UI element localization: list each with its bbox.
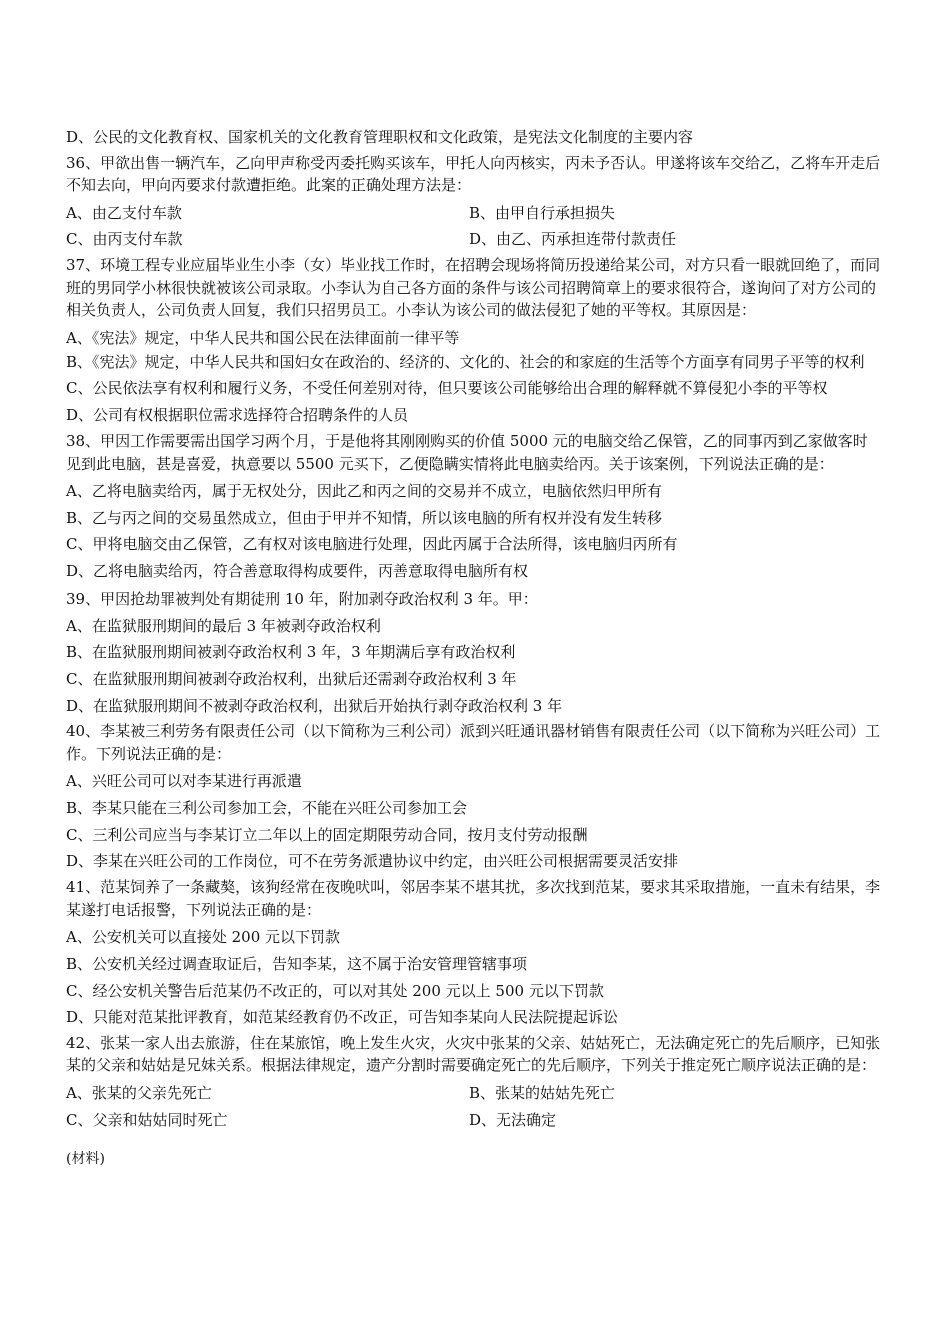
option-b: B、由甲自行承担损失	[469, 203, 616, 222]
question-40	[66, 720, 882, 875]
option-b: B、《宪法》规定，中华人民共和国妇女在政治的、经济的、文化的、社会的和家庭的生活等个方面享有同男子平等的权利	[66, 353, 865, 372]
question-stem: 36、甲欲出售一辆汽车，乙向甲声称受丙委托购买该车，甲托人向丙核实，丙未予否认。甲遂将该车交给乙，乙将车开走后不知去向，甲向丙要求付款遭拒绝。此案的正确处理方法是：	[66, 153, 881, 195]
option-c: C、公民依法享有权利和履行义务，不受任何差别对待，但只要该公司能够给出合理的解释就不算侵犯小李的平等权	[66, 378, 828, 397]
question-stem: 39、甲因抢劫罪被判处有期徒刑 10 年，附加剥夺政治权利 3 年。甲：	[66, 589, 538, 608]
intro-option-d: D、公民的文化教育权、国家机关的文化教育管理职权和文化政策，是宪法文化制度的主要内容	[66, 128, 694, 146]
option-d: D、只能对范某批评教育，如范某经教育仍不改正，可告知李某向人民法院提起诉讼	[66, 1008, 619, 1027]
material-note: (材料)	[66, 1151, 105, 1168]
option-c: C、在监狱服刑期间被剥夺政治权利，出狱后还需剥夺政治权利 3 年	[66, 669, 517, 688]
question-39	[66, 586, 882, 720]
question-stem: 38、甲因工作需要需出国学习两个月，于是他将其刚刚购买的价值 5000 元的电脑交给乙保管，乙的同事丙到乙家做客时见到此电脑，甚是喜爱，执意要以 5500 元买下，乙便隐瞒实情将此电脑卖给丙。关于该案例，下列说法正确的是：	[66, 432, 868, 473]
option-d: D、在监狱服刑期间不被剥夺政治权利，出狱后开始执行剥夺政治权利 3 年	[66, 696, 563, 715]
question-41	[66, 876, 882, 1031]
option-b: B、张某的姑姑先死亡	[469, 1083, 616, 1102]
question-stem: 37、环境工程专业应届毕业生小李（女）毕业找工作时，在招聘会现场将简历投递给某公司，对方只看一眼就回绝了，而同班的男同学小林很快就被该公司录取。小李认为自己各方面的条件与该公司招聘简章上的要求很符合，遂询问了对方公司的相关负责人，公司负责人回复，我们只招男员工。小李认为该公司的做法侵犯了她的平等权。其原因是：	[66, 256, 881, 320]
question-38	[66, 430, 882, 585]
option-c: C、由丙支付车款	[66, 230, 183, 249]
option-d: D、公司有权根据职位需求选择符合招聘条件的人员	[66, 406, 409, 425]
question-stem: 42、张某一家人出去旅游，住在某旅馆，晚上发生火灾，火灾中张某的父亲、姑姑死亡，无法确定死亡的先后顺序，已知张某的父亲和姑姑是兄妹关系。根据法律规定，遗产分割时需要确定死亡的先后顺序，下列关于推定死亡顺序说法正确的是：	[66, 1033, 881, 1075]
option-c: C、三利公司应当与李某订立二年以上的固定期限劳动合同，按月支付劳动报酬	[66, 825, 588, 844]
option-b: B、公安机关经过调查取证后，告知李某，这不属于治安管理管辖事项	[66, 954, 528, 973]
option-b: B、乙与丙之间的交易虽然成立，但由于甲并不知情，所以该电脑的所有权并没有发生转移	[66, 508, 663, 527]
option-a: A、兴旺公司可以对李某进行再派遣	[66, 772, 302, 791]
question-36	[66, 152, 882, 253]
option-d: D、乙将电脑卖给丙，符合善意取得构成要件，丙善意取得电脑所有权	[66, 562, 529, 581]
question-37	[66, 254, 882, 429]
option-a: A、《宪法》规定，中华人民共和国公民在法律面前一律平等	[66, 328, 460, 347]
option-c: C、甲将电脑交由乙保管，乙有权对该电脑进行处理，因此丙属于合法所得，该电脑归丙所有	[66, 535, 678, 554]
option-a: A、由乙支付车款	[66, 203, 182, 222]
option-a: A、张某的父亲先死亡	[66, 1083, 212, 1102]
option-b: B、在监狱服刑期间被剥夺政治权利 3 年，3 年期满后享有政治权利	[66, 643, 516, 662]
option-d: D、无法确定	[469, 1110, 557, 1129]
option-a: A、在监狱服刑期间的最后 3 年被剥夺政治权利	[66, 616, 381, 635]
option-a: A、公安机关可以直接处 200 元以下罚款	[66, 928, 341, 947]
option-d: D、李某在兴旺公司的工作岗位，可不在劳务派遣协议中约定，由兴旺公司根据需要灵活安排	[66, 852, 679, 871]
option-c: C、经公安机关警告后范某仍不改正的，可以对其处 200 元以上 500 元以下罚款	[66, 981, 604, 1000]
option-d: D、由乙、丙承担连带付款责任	[469, 230, 677, 249]
question-stem: 41、范某饲养了一条藏獒，该狗经常在夜晚吠叫，邻居李某不堪其扰，多次找到范某，要求其采取措施，一直未有结果，李某遂打电话报警，下列说法正确的是：	[66, 878, 881, 919]
option-c: C、父亲和姑姑同时死亡	[66, 1110, 228, 1129]
option-a: A、乙将电脑卖给丙，属于无权处分，因此乙和丙之间的交易并不成立，电脑依然归甲所有	[66, 482, 662, 501]
question-42	[66, 1032, 882, 1133]
exam-page	[66, 124, 882, 1185]
option-b: B、李某只能在三利公司参加工会，不能在兴旺公司参加工会	[66, 799, 468, 818]
question-stem: 40、李某被三利劳务有限责任公司（以下简称为三利公司）派到兴旺通讯器材销售有限责任公司（以下简称为兴旺公司）工作。下列说法正确的是：	[66, 722, 881, 763]
